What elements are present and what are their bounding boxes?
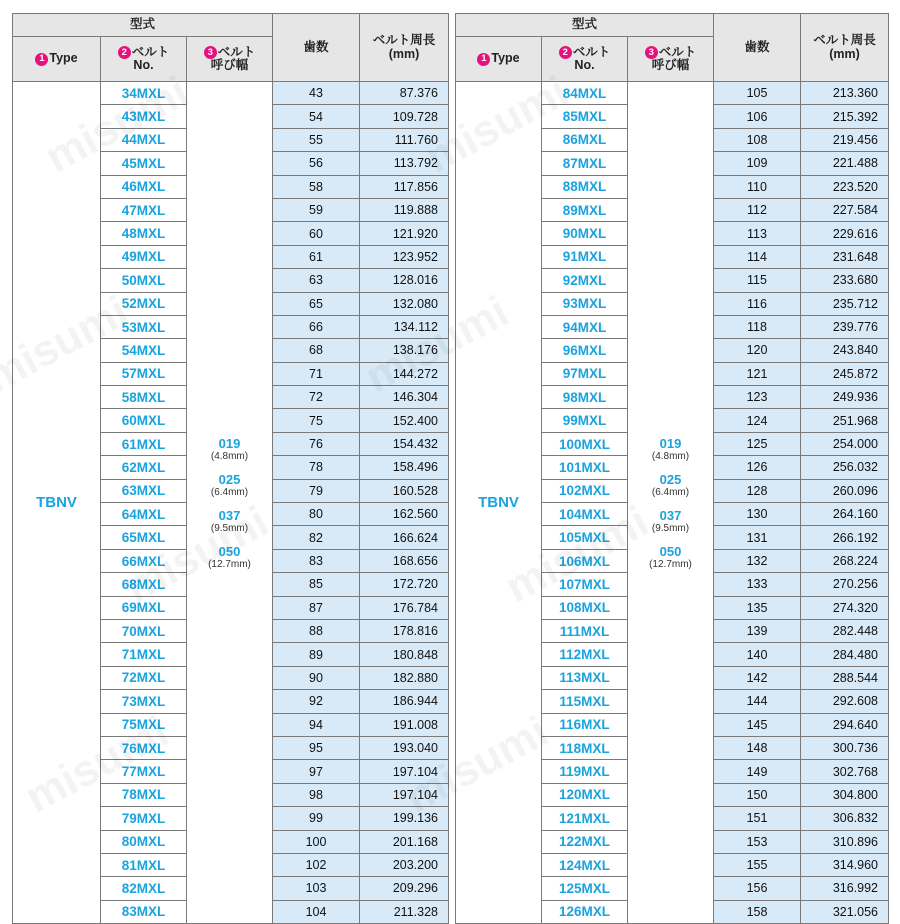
- teeth-cell: 156: [714, 877, 801, 900]
- width-mm: (12.7mm): [208, 558, 251, 570]
- length-cell: 288.544: [801, 666, 889, 689]
- length-cell: 158.496: [360, 456, 449, 479]
- belt-no-cell: 104MXL: [542, 503, 628, 526]
- teeth-cell: 104: [273, 900, 360, 923]
- badge-3-icon: 3: [204, 46, 217, 59]
- teeth-cell: 155: [714, 853, 801, 876]
- teeth-cell: 135: [714, 596, 801, 619]
- belt-no-cell: 92MXL: [542, 269, 628, 292]
- length-cell: 197.104: [360, 760, 449, 783]
- width-mm: (9.5mm): [651, 522, 690, 534]
- length-cell: 172.720: [360, 573, 449, 596]
- belt-no-cell: 68MXL: [101, 573, 187, 596]
- teeth-cell: 114: [714, 245, 801, 268]
- belt-width-cell: [628, 82, 714, 924]
- length-cell: 182.880: [360, 666, 449, 689]
- length-cell: 282.448: [801, 619, 889, 642]
- belt-no-cell: 87MXL: [542, 152, 628, 175]
- length-cell: 256.032: [801, 456, 889, 479]
- length-cell: 176.784: [360, 596, 449, 619]
- badge-3-icon: 3: [645, 46, 658, 59]
- belt-no-cell: 80MXL: [101, 830, 187, 853]
- length-cell: 245.872: [801, 362, 889, 385]
- length-cell: 284.480: [801, 643, 889, 666]
- width-option: [187, 544, 272, 570]
- teeth-cell: 123: [714, 386, 801, 409]
- belt-no-cell: 84MXL: [542, 82, 628, 105]
- teeth-cell: 131: [714, 526, 801, 549]
- width-option: [628, 436, 713, 462]
- length-cell: 304.800: [801, 783, 889, 806]
- length-cell: 268.224: [801, 549, 889, 572]
- teeth-cell: 80: [273, 503, 360, 526]
- teeth-cell: 110: [714, 175, 801, 198]
- teeth-cell: 58: [273, 175, 360, 198]
- length-cell: 243.840: [801, 339, 889, 362]
- length-cell: 211.328: [360, 900, 449, 923]
- teeth-cell: 113: [714, 222, 801, 245]
- teeth-cell: 109: [714, 152, 801, 175]
- type-header: 1 Type: [13, 37, 101, 82]
- belt-no-cell: 77MXL: [101, 760, 187, 783]
- belt-no-cell: 34MXL: [101, 82, 187, 105]
- belt-no-cell: 120MXL: [542, 783, 628, 806]
- teeth-cell: 126: [714, 456, 801, 479]
- length-cell: 300.736: [801, 736, 889, 759]
- belt-no-cell: 62MXL: [101, 456, 187, 479]
- teeth-cell: 116: [714, 292, 801, 315]
- belt-no-cell: 52MXL: [101, 292, 187, 315]
- length-cell: 160.528: [360, 479, 449, 502]
- belt-no-cell: 43MXL: [101, 105, 187, 128]
- length-header: ベルト周長 (mm): [801, 14, 889, 82]
- teeth-cell: 132: [714, 549, 801, 572]
- badge-2-icon: 2: [118, 46, 131, 59]
- badge-2-icon: 2: [559, 46, 572, 59]
- teeth-cell: 98: [273, 783, 360, 806]
- length-cell: 306.832: [801, 807, 889, 830]
- length-cell: 121.920: [360, 222, 449, 245]
- length-cell: 186.944: [360, 690, 449, 713]
- belt-no-cell: 63MXL: [101, 479, 187, 502]
- width-code: 037: [659, 507, 682, 523]
- teeth-cell: 43: [273, 82, 360, 105]
- length-cell: 233.680: [801, 269, 889, 292]
- belt-no-cell: 75MXL: [101, 713, 187, 736]
- length-cell: 314.960: [801, 853, 889, 876]
- length-cell: 231.648: [801, 245, 889, 268]
- length-cell: 249.936: [801, 386, 889, 409]
- teeth-cell: 83: [273, 549, 360, 572]
- belt-no-cell: 106MXL: [542, 549, 628, 572]
- table-row: [456, 82, 889, 105]
- length-cell: 251.968: [801, 409, 889, 432]
- teeth-cell: 71: [273, 362, 360, 385]
- belt-no-cell: 102MXL: [542, 479, 628, 502]
- badge-1-icon: 1: [477, 53, 490, 66]
- teeth-header: 歯数: [273, 14, 360, 82]
- width-code: 019: [218, 435, 241, 451]
- length-cell: 128.016: [360, 269, 449, 292]
- belt-no-cell: 58MXL: [101, 386, 187, 409]
- belt-no-cell: 112MXL: [542, 643, 628, 666]
- belt-no-cell: 121MXL: [542, 807, 628, 830]
- length-cell: 134.112: [360, 315, 449, 338]
- belt-no-cell: 96MXL: [542, 339, 628, 362]
- teeth-cell: 103: [273, 877, 360, 900]
- belt-no-cell: 124MXL: [542, 853, 628, 876]
- teeth-cell: 75: [273, 409, 360, 432]
- belt-no-cell: 73MXL: [101, 690, 187, 713]
- length-cell: 144.272: [360, 362, 449, 385]
- length-cell: 201.168: [360, 830, 449, 853]
- belt-no-cell: 79MXL: [101, 807, 187, 830]
- length-header: ベルト周長 (mm): [360, 14, 449, 82]
- teeth-cell: 133: [714, 573, 801, 596]
- belt-no-cell: 69MXL: [101, 596, 187, 619]
- belt-no-cell: 50MXL: [101, 269, 187, 292]
- teeth-cell: 148: [714, 736, 801, 759]
- belt-no-cell: 71MXL: [101, 643, 187, 666]
- length-cell: 123.952: [360, 245, 449, 268]
- belt-no-cell: 100MXL: [542, 432, 628, 455]
- belt-no-cell: 118MXL: [542, 736, 628, 759]
- teeth-cell: 121: [714, 362, 801, 385]
- belt-no-cell: 94MXL: [542, 315, 628, 338]
- teeth-cell: 78: [273, 456, 360, 479]
- belt-no-cell: 122MXL: [542, 830, 628, 853]
- teeth-cell: 140: [714, 643, 801, 666]
- length-cell: 152.400: [360, 409, 449, 432]
- teeth-cell: 151: [714, 807, 801, 830]
- teeth-cell: 149: [714, 760, 801, 783]
- length-cell: 266.192: [801, 526, 889, 549]
- teeth-cell: 120: [714, 339, 801, 362]
- length-cell: 260.096: [801, 479, 889, 502]
- belt-no-cell: 44MXL: [101, 128, 187, 151]
- length-cell: 229.616: [801, 222, 889, 245]
- teeth-cell: 139: [714, 619, 801, 642]
- type-cell: TBNV: [13, 82, 101, 924]
- teeth-header: 歯数: [714, 14, 801, 82]
- teeth-cell: 61: [273, 245, 360, 268]
- length-cell: 302.768: [801, 760, 889, 783]
- length-cell: 227.584: [801, 198, 889, 221]
- belt-no-cell: 111MXL: [542, 619, 628, 642]
- teeth-cell: 66: [273, 315, 360, 338]
- teeth-cell: 100: [273, 830, 360, 853]
- teeth-cell: 97: [273, 760, 360, 783]
- teeth-cell: 130: [714, 503, 801, 526]
- belt-no-cell: 93MXL: [542, 292, 628, 315]
- width-mm: (6.4mm): [210, 486, 249, 498]
- spec-table: [12, 13, 449, 924]
- teeth-cell: 65: [273, 292, 360, 315]
- belt-no-header: 2 ベルト No.: [542, 37, 628, 82]
- teeth-cell: 87: [273, 596, 360, 619]
- belt-width-header: 3 ベルト 呼び幅: [187, 37, 273, 82]
- teeth-cell: 124: [714, 409, 801, 432]
- width-code: 025: [218, 471, 241, 487]
- spec-table: [455, 13, 889, 924]
- length-cell: 219.456: [801, 128, 889, 151]
- length-cell: 138.176: [360, 339, 449, 362]
- width-code: 019: [659, 435, 682, 451]
- teeth-cell: 63: [273, 269, 360, 292]
- belt-no-cell: 60MXL: [101, 409, 187, 432]
- width-option: [187, 436, 272, 462]
- belt-no-cell: 48MXL: [101, 222, 187, 245]
- teeth-cell: 115: [714, 269, 801, 292]
- length-cell: 117.856: [360, 175, 449, 198]
- teeth-cell: 99: [273, 807, 360, 830]
- belt-no-cell: 82MXL: [101, 877, 187, 900]
- belt-no-cell: 66MXL: [101, 549, 187, 572]
- teeth-cell: 76: [273, 432, 360, 455]
- length-cell: 215.392: [801, 105, 889, 128]
- belt-no-cell: 97MXL: [542, 362, 628, 385]
- length-cell: 87.376: [360, 82, 449, 105]
- belt-no-cell: 99MXL: [542, 409, 628, 432]
- belt-no-cell: 91MXL: [542, 245, 628, 268]
- length-cell: 178.816: [360, 619, 449, 642]
- teeth-cell: 95: [273, 736, 360, 759]
- width-option: [628, 472, 713, 498]
- width-code: 050: [659, 543, 682, 559]
- teeth-cell: 94: [273, 713, 360, 736]
- length-cell: 197.104: [360, 783, 449, 806]
- belt-no-cell: 85MXL: [542, 105, 628, 128]
- belt-no-cell: 108MXL: [542, 596, 628, 619]
- teeth-cell: 85: [273, 573, 360, 596]
- length-cell: 191.008: [360, 713, 449, 736]
- length-cell: 292.608: [801, 690, 889, 713]
- length-cell: 270.256: [801, 573, 889, 596]
- length-cell: 199.136: [360, 807, 449, 830]
- belt-no-header: 2 ベルト No.: [101, 37, 187, 82]
- belt-no-cell: 45MXL: [101, 152, 187, 175]
- teeth-cell: 88: [273, 619, 360, 642]
- belt-no-cell: 76MXL: [101, 736, 187, 759]
- badge-1-icon: 1: [35, 53, 48, 66]
- length-cell: 203.200: [360, 853, 449, 876]
- belt-no-cell: 88MXL: [542, 175, 628, 198]
- teeth-cell: 72: [273, 386, 360, 409]
- teeth-cell: 158: [714, 900, 801, 923]
- teeth-cell: 145: [714, 713, 801, 736]
- belt-no-cell: 89MXL: [542, 198, 628, 221]
- type-cell: TBNV: [456, 82, 542, 924]
- width-mm: (9.5mm): [210, 522, 249, 534]
- width-option: [187, 472, 272, 498]
- teeth-cell: 106: [714, 105, 801, 128]
- teeth-cell: 90: [273, 666, 360, 689]
- teeth-cell: 108: [714, 128, 801, 151]
- width-option: [628, 544, 713, 570]
- length-cell: 109.728: [360, 105, 449, 128]
- length-cell: 119.888: [360, 198, 449, 221]
- belt-no-cell: 86MXL: [542, 128, 628, 151]
- belt-no-cell: 98MXL: [542, 386, 628, 409]
- width-mm: (6.4mm): [651, 486, 690, 498]
- length-cell: 321.056: [801, 900, 889, 923]
- width-mm: (12.7mm): [649, 558, 692, 570]
- teeth-cell: 125: [714, 432, 801, 455]
- length-cell: 254.000: [801, 432, 889, 455]
- width-option: [628, 508, 713, 534]
- width-mm: (4.8mm): [651, 450, 690, 462]
- width-mm: (4.8mm): [210, 450, 249, 462]
- teeth-cell: 153: [714, 830, 801, 853]
- teeth-cell: 92: [273, 690, 360, 713]
- belt-no-cell: 54MXL: [101, 339, 187, 362]
- length-cell: 166.624: [360, 526, 449, 549]
- belt-width-header: 3 ベルト 呼び幅: [628, 37, 714, 82]
- belt-no-cell: 57MXL: [101, 362, 187, 385]
- belt-no-cell: 107MXL: [542, 573, 628, 596]
- length-cell: 132.080: [360, 292, 449, 315]
- belt-no-cell: 115MXL: [542, 690, 628, 713]
- belt-no-cell: 113MXL: [542, 666, 628, 689]
- teeth-cell: 79: [273, 479, 360, 502]
- table-row: [13, 82, 449, 105]
- type-header: 1 Type: [456, 37, 542, 82]
- belt-no-cell: 101MXL: [542, 456, 628, 479]
- belt-no-cell: 78MXL: [101, 783, 187, 806]
- teeth-cell: 60: [273, 222, 360, 245]
- belt-no-cell: 72MXL: [101, 666, 187, 689]
- teeth-cell: 150: [714, 783, 801, 806]
- belt-no-cell: 125MXL: [542, 877, 628, 900]
- length-cell: 294.640: [801, 713, 889, 736]
- belt-no-cell: 49MXL: [101, 245, 187, 268]
- length-cell: 113.792: [360, 152, 449, 175]
- length-cell: 274.320: [801, 596, 889, 619]
- spec-table-right: [455, 13, 888, 920]
- length-cell: 180.848: [360, 643, 449, 666]
- length-cell: 316.992: [801, 877, 889, 900]
- teeth-cell: 142: [714, 666, 801, 689]
- length-cell: 235.712: [801, 292, 889, 315]
- belt-no-cell: 126MXL: [542, 900, 628, 923]
- length-cell: 111.760: [360, 128, 449, 151]
- teeth-cell: 54: [273, 105, 360, 128]
- belt-no-cell: 70MXL: [101, 619, 187, 642]
- belt-no-cell: 90MXL: [542, 222, 628, 245]
- length-cell: 154.432: [360, 432, 449, 455]
- belt-no-cell: 61MXL: [101, 432, 187, 455]
- belt-no-cell: 46MXL: [101, 175, 187, 198]
- length-cell: 239.776: [801, 315, 889, 338]
- teeth-cell: 128: [714, 479, 801, 502]
- belt-no-cell: 119MXL: [542, 760, 628, 783]
- belt-no-cell: 64MXL: [101, 503, 187, 526]
- teeth-cell: 89: [273, 643, 360, 666]
- width-code: 050: [218, 543, 241, 559]
- teeth-cell: 59: [273, 198, 360, 221]
- length-cell: 264.160: [801, 503, 889, 526]
- length-cell: 162.560: [360, 503, 449, 526]
- length-cell: 146.304: [360, 386, 449, 409]
- teeth-cell: 68: [273, 339, 360, 362]
- belt-width-cell: [187, 82, 273, 924]
- teeth-cell: 112: [714, 198, 801, 221]
- teeth-cell: 102: [273, 853, 360, 876]
- belt-no-cell: 105MXL: [542, 526, 628, 549]
- belt-no-cell: 65MXL: [101, 526, 187, 549]
- length-cell: 168.656: [360, 549, 449, 572]
- length-cell: 209.296: [360, 877, 449, 900]
- length-cell: 223.520: [801, 175, 889, 198]
- teeth-cell: 82: [273, 526, 360, 549]
- length-cell: 213.360: [801, 82, 889, 105]
- length-cell: 310.896: [801, 830, 889, 853]
- width-option: [187, 508, 272, 534]
- teeth-cell: 144: [714, 690, 801, 713]
- belt-no-cell: 116MXL: [542, 713, 628, 736]
- belt-no-cell: 83MXL: [101, 900, 187, 923]
- width-code: 025: [659, 471, 682, 487]
- model-group-header: 型式: [13, 14, 273, 37]
- length-cell: 221.488: [801, 152, 889, 175]
- belt-no-cell: 53MXL: [101, 315, 187, 338]
- teeth-cell: 105: [714, 82, 801, 105]
- teeth-cell: 55: [273, 128, 360, 151]
- belt-no-cell: 81MXL: [101, 853, 187, 876]
- teeth-cell: 56: [273, 152, 360, 175]
- model-group-header: 型式: [456, 14, 714, 37]
- belt-no-cell: 47MXL: [101, 198, 187, 221]
- teeth-cell: 118: [714, 315, 801, 338]
- spec-table-left: [12, 13, 448, 920]
- length-cell: 193.040: [360, 736, 449, 759]
- width-code: 037: [218, 507, 241, 523]
